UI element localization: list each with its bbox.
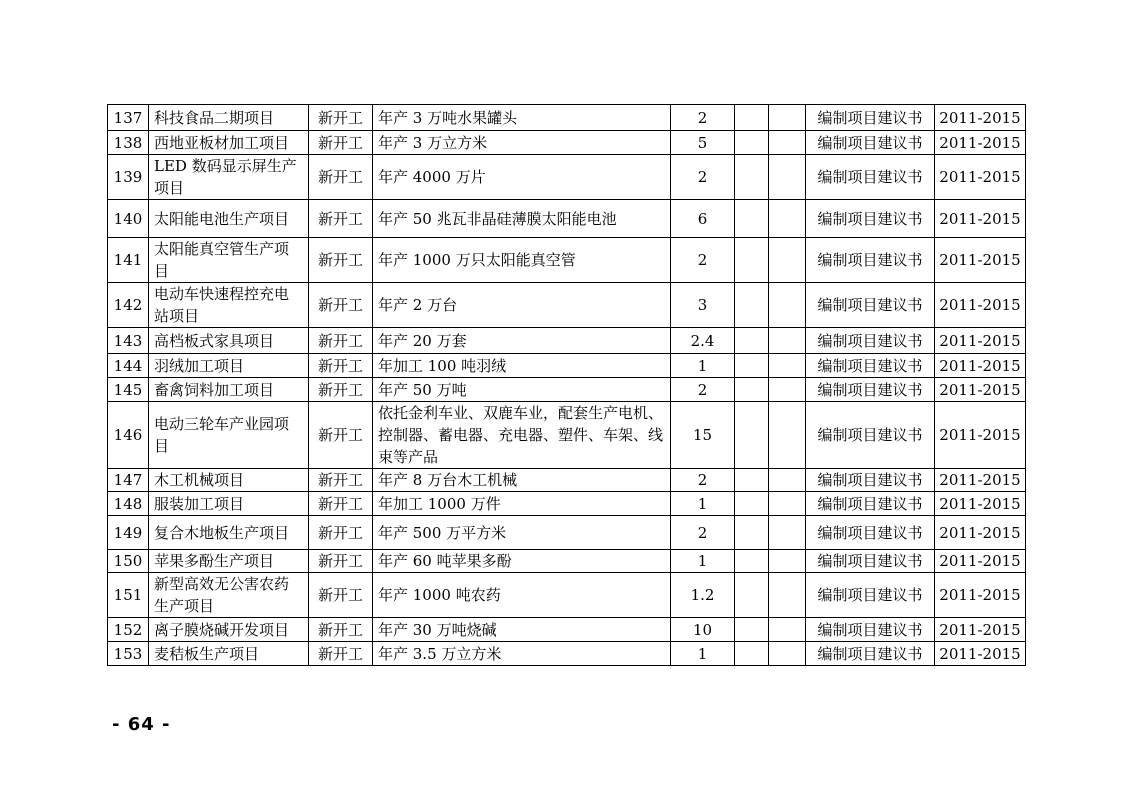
table-row: [108, 354, 1026, 378]
project-name: 羽绒加工项目: [149, 354, 309, 378]
investment-amount: 2.4: [671, 328, 735, 354]
row-number: 137: [108, 105, 149, 131]
project-type: 新开工: [309, 200, 373, 238]
project-content: 年加工 100 吨羽绒: [373, 354, 671, 378]
project-name: 太阳能真空管生产项目: [149, 238, 309, 283]
project-period: 2011-2015: [935, 354, 1026, 378]
project-content: 年产 1000 吨农药: [373, 573, 671, 618]
row-number: 142: [108, 283, 149, 328]
row-number: 138: [108, 131, 149, 155]
project-content: 年加工 1000 万件: [373, 492, 671, 516]
empty-cell: [769, 200, 806, 238]
table-row: [108, 402, 1026, 469]
project-content: 年产 20 万套: [373, 328, 671, 354]
table-row: [108, 105, 1026, 131]
project-name: 木工机械项目: [149, 469, 309, 492]
project-period: 2011-2015: [935, 328, 1026, 354]
empty-cell: [769, 354, 806, 378]
project-stage: 编制项目建议书: [806, 238, 935, 283]
project-name: 离子膜烧碱开发项目: [149, 618, 309, 642]
empty-cell: [735, 550, 769, 573]
project-type: 新开工: [309, 642, 373, 666]
table-row: [108, 283, 1026, 328]
investment-amount: 3: [671, 283, 735, 328]
project-content: 年产 2 万台: [373, 283, 671, 328]
project-content: 年产 60 吨苹果多酚: [373, 550, 671, 573]
row-number: 146: [108, 402, 149, 469]
row-number: 152: [108, 618, 149, 642]
project-stage: 编制项目建议书: [806, 642, 935, 666]
row-number: 153: [108, 642, 149, 666]
project-content: 年产 30 万吨烧碱: [373, 618, 671, 642]
empty-cell: [735, 200, 769, 238]
investment-amount: 2: [671, 105, 735, 131]
empty-cell: [735, 516, 769, 550]
project-period: 2011-2015: [935, 402, 1026, 469]
project-period: 2011-2015: [935, 378, 1026, 402]
empty-cell: [769, 378, 806, 402]
project-name: 科技食品二期项目: [149, 105, 309, 131]
project-period: 2011-2015: [935, 573, 1026, 618]
project-stage: 编制项目建议书: [806, 283, 935, 328]
project-stage: 编制项目建议书: [806, 105, 935, 131]
project-type: 新开工: [309, 402, 373, 469]
investment-amount: 15: [671, 402, 735, 469]
table-row: [108, 155, 1026, 200]
project-name: 畜禽饲料加工项目: [149, 378, 309, 402]
row-number: 148: [108, 492, 149, 516]
empty-cell: [735, 155, 769, 200]
empty-cell: [769, 642, 806, 666]
project-type: 新开工: [309, 328, 373, 354]
project-stage: 编制项目建议书: [806, 328, 935, 354]
project-period: 2011-2015: [935, 550, 1026, 573]
investment-amount: 5: [671, 131, 735, 155]
project-stage: 编制项目建议书: [806, 354, 935, 378]
investment-amount: 2: [671, 238, 735, 283]
table-row: [108, 573, 1026, 618]
empty-cell: [769, 550, 806, 573]
project-type: 新开工: [309, 550, 373, 573]
empty-cell: [769, 131, 806, 155]
empty-cell: [769, 573, 806, 618]
empty-cell: [769, 618, 806, 642]
empty-cell: [735, 492, 769, 516]
project-type: 新开工: [309, 469, 373, 492]
project-name: 麦秸板生产项目: [149, 642, 309, 666]
project-period: 2011-2015: [935, 618, 1026, 642]
project-stage: 编制项目建议书: [806, 378, 935, 402]
project-period: 2011-2015: [935, 469, 1026, 492]
empty-cell: [735, 283, 769, 328]
table-row: [108, 469, 1026, 492]
empty-cell: [769, 402, 806, 469]
project-type: 新开工: [309, 378, 373, 402]
empty-cell: [735, 354, 769, 378]
investment-amount: 1: [671, 492, 735, 516]
project-table-body: [108, 105, 1026, 666]
project-type: 新开工: [309, 516, 373, 550]
project-content: 年产 3 万吨水果罐头: [373, 105, 671, 131]
row-number: 140: [108, 200, 149, 238]
empty-cell: [769, 105, 806, 131]
project-name: 苹果多酚生产项目: [149, 550, 309, 573]
empty-cell: [769, 328, 806, 354]
project-content: 年产 3 万立方米: [373, 131, 671, 155]
project-period: 2011-2015: [935, 642, 1026, 666]
project-type: 新开工: [309, 573, 373, 618]
project-content: 年产 500 万平方米: [373, 516, 671, 550]
empty-cell: [735, 328, 769, 354]
investment-amount: 2: [671, 155, 735, 200]
project-stage: 编制项目建议书: [806, 492, 935, 516]
project-stage: 编制项目建议书: [806, 618, 935, 642]
empty-cell: [735, 131, 769, 155]
investment-amount: 1: [671, 354, 735, 378]
table-row: [108, 131, 1026, 155]
project-name: 服装加工项目: [149, 492, 309, 516]
project-name: 电动三轮车产业园项目: [149, 402, 309, 469]
investment-amount: 2: [671, 378, 735, 402]
table-row: [108, 200, 1026, 238]
row-number: 144: [108, 354, 149, 378]
project-name: 高档板式家具项目: [149, 328, 309, 354]
project-period: 2011-2015: [935, 516, 1026, 550]
investment-amount: 2: [671, 516, 735, 550]
empty-cell: [735, 378, 769, 402]
table-row: [108, 618, 1026, 642]
empty-cell: [769, 283, 806, 328]
project-content: 年产 1000 万只太阳能真空管: [373, 238, 671, 283]
empty-cell: [735, 618, 769, 642]
row-number: 151: [108, 573, 149, 618]
project-period: 2011-2015: [935, 283, 1026, 328]
project-type: 新开工: [309, 155, 373, 200]
row-number: 139: [108, 155, 149, 200]
project-period: 2011-2015: [935, 238, 1026, 283]
table-row: [108, 238, 1026, 283]
empty-cell: [769, 516, 806, 550]
project-period: 2011-2015: [935, 492, 1026, 516]
project-name: LED 数码显示屏生产项目: [149, 155, 309, 200]
empty-cell: [769, 238, 806, 283]
row-number: 143: [108, 328, 149, 354]
table-row: [108, 492, 1026, 516]
project-stage: 编制项目建议书: [806, 200, 935, 238]
investment-amount: 1: [671, 642, 735, 666]
project-name: 电动车快速程控充电站项目: [149, 283, 309, 328]
project-content: 年产 3.5 万立方米: [373, 642, 671, 666]
table-row: [108, 642, 1026, 666]
empty-cell: [769, 469, 806, 492]
empty-cell: [735, 469, 769, 492]
project-period: 2011-2015: [935, 155, 1026, 200]
investment-amount: 1.2: [671, 573, 735, 618]
empty-cell: [769, 155, 806, 200]
project-stage: 编制项目建议书: [806, 131, 935, 155]
table-row: [108, 378, 1026, 402]
project-type: 新开工: [309, 105, 373, 131]
project-name: 西地亚板材加工项目: [149, 131, 309, 155]
empty-cell: [735, 105, 769, 131]
project-stage: 编制项目建议书: [806, 469, 935, 492]
project-name: 复合木地板生产项目: [149, 516, 309, 550]
investment-amount: 2: [671, 469, 735, 492]
project-type: 新开工: [309, 238, 373, 283]
investment-amount: 6: [671, 200, 735, 238]
row-number: 145: [108, 378, 149, 402]
project-type: 新开工: [309, 354, 373, 378]
empty-cell: [769, 492, 806, 516]
project-period: 2011-2015: [935, 131, 1026, 155]
table-row: [108, 516, 1026, 550]
empty-cell: [735, 238, 769, 283]
row-number: 149: [108, 516, 149, 550]
project-name: 太阳能电池生产项目: [149, 200, 309, 238]
row-number: 150: [108, 550, 149, 573]
project-table: [107, 104, 1026, 666]
project-stage: 编制项目建议书: [806, 402, 935, 469]
investment-amount: 10: [671, 618, 735, 642]
empty-cell: [735, 402, 769, 469]
table-row: [108, 550, 1026, 573]
project-name: 新型高效无公害农药生产项目: [149, 573, 309, 618]
project-stage: 编制项目建议书: [806, 550, 935, 573]
project-content: 年产 8 万台木工机械: [373, 469, 671, 492]
project-content: 依托金利车业、双鹿车业，配套生产电机、控制器、蓄电器、充电器、塑件、车架、线束等产品: [373, 402, 671, 469]
table-row: [108, 328, 1026, 354]
project-type: 新开工: [309, 283, 373, 328]
empty-cell: [735, 642, 769, 666]
project-period: 2011-2015: [935, 200, 1026, 238]
project-stage: 编制项目建议书: [806, 573, 935, 618]
project-stage: 编制项目建议书: [806, 155, 935, 200]
project-type: 新开工: [309, 618, 373, 642]
project-stage: 编制项目建议书: [806, 516, 935, 550]
project-type: 新开工: [309, 492, 373, 516]
project-content: 年产 4000 万片: [373, 155, 671, 200]
project-content: 年产 50 万吨: [373, 378, 671, 402]
row-number: 141: [108, 238, 149, 283]
empty-cell: [735, 573, 769, 618]
row-number: 147: [108, 469, 149, 492]
investment-amount: 1: [671, 550, 735, 573]
project-type: 新开工: [309, 131, 373, 155]
page-number: - 64 -: [112, 714, 171, 735]
project-content: 年产 50 兆瓦非晶硅薄膜太阳能电池: [373, 200, 671, 238]
project-period: 2011-2015: [935, 105, 1026, 131]
